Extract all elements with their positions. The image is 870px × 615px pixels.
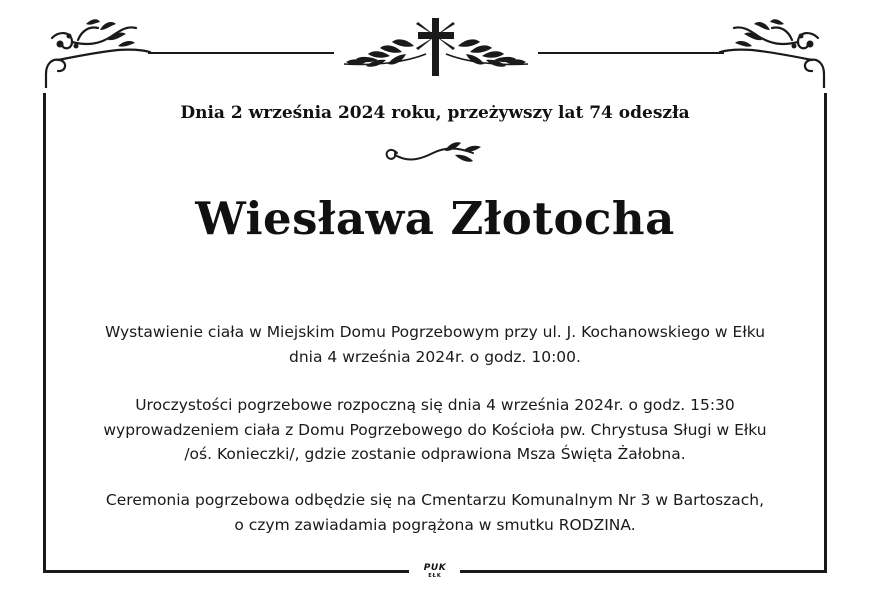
funeral-paragraph — [50, 393, 820, 467]
floral-corner-left-icon — [38, 16, 158, 88]
viewing-paragraph — [50, 320, 820, 369]
top-divider-left — [148, 52, 334, 54]
logo-bottom-text: EŁK — [428, 573, 442, 579]
cross-icon — [336, 14, 536, 80]
frame-left-border — [43, 93, 46, 573]
ceremony-paragraph — [50, 488, 820, 537]
paragraph-line: o czym zawiadamia pogrążona w smutku RODZINA. — [234, 515, 636, 534]
deceased-name: Wiesława Złotocha — [195, 192, 675, 245]
floral-corner-right-icon — [712, 16, 832, 88]
announcement-header: Dnia 2 września 2024 roku, przeżywszy lat 74 odeszła — [180, 103, 690, 123]
paragraph-line: Uroczystości pogrzebowe rozpoczną się dnia 4 września 2024r. o godz. 15:30 — [135, 396, 735, 414]
paragraph-line: wyprowadzeniem ciała z Domu Pogrzebowego do Kościoła pw. Chrystusa Sługi w Ełku — [103, 420, 767, 439]
frame-bottom-border-right — [460, 570, 827, 573]
paragraph-line: Ceremonia pogrzebowa odbędzie się na Cmentarzu Komunalnym Nr 3 w Bartoszach, — [105, 491, 765, 509]
frame-right-border — [824, 93, 827, 573]
logo-top-text: PUK — [423, 563, 447, 573]
leaf-flourish-icon — [383, 141, 487, 169]
top-divider-right — [538, 52, 724, 54]
paragraph-line: dnia 4 września 2024r. o godz. 10:00. — [289, 347, 581, 366]
frame-bottom-border-left — [43, 570, 409, 573]
paragraph-line: /oś. Konieczki/, gdzie zostanie odprawiona Msza Święta Żałobna. — [184, 445, 686, 463]
paragraph-line: Wystawienie ciała w Miejskim Domu Pogrzebowym przy ul. J. Kochanowskiego w Ełku — [104, 323, 766, 341]
puk-logo — [414, 563, 456, 583]
